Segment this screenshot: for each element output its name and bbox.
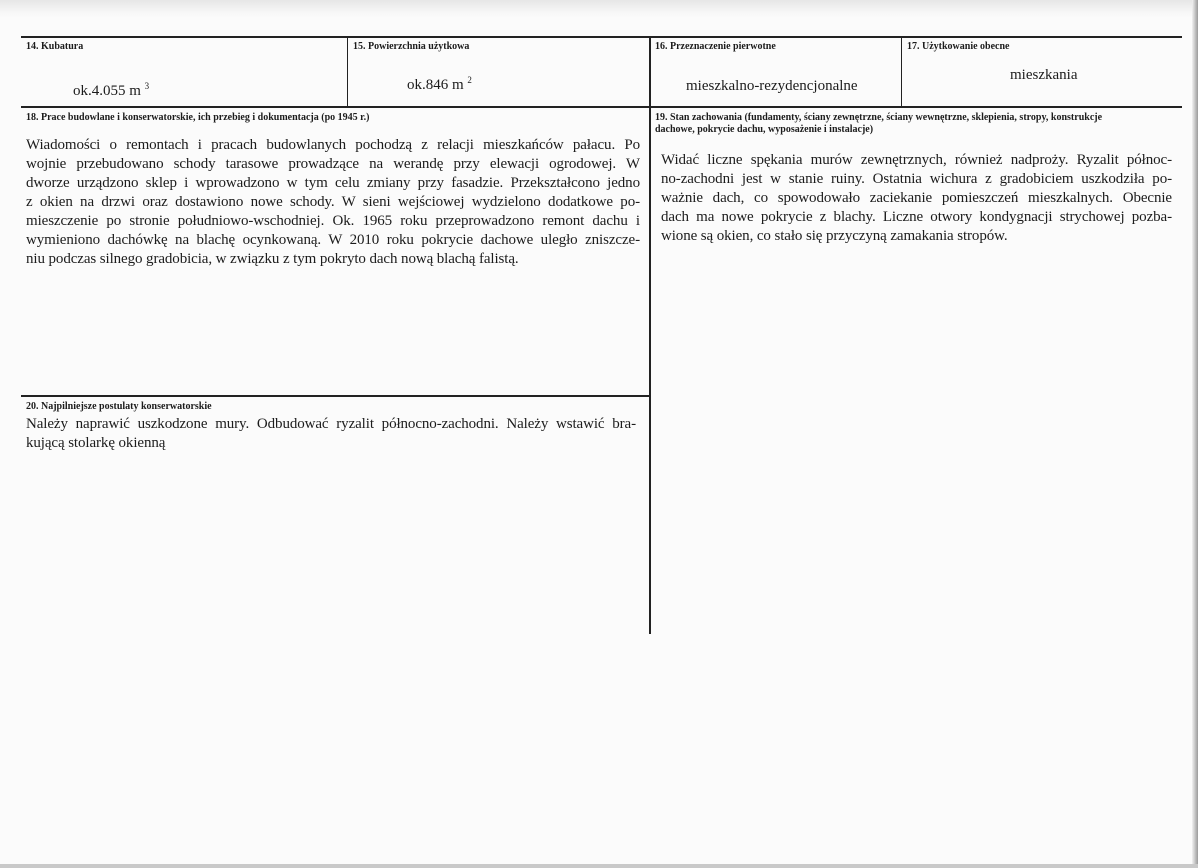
field-19-label-line: 19. Stan zachowania (fundamenty, ściany zewnętrzne, ściany wewnętrzne, sklepienia, stropy, konstrukcje	[655, 112, 1103, 123]
field-19-line: ważnie dach, co spowodowało zaciekanie pomieszczeń mieszkalnych. Obecnie	[661, 190, 1172, 206]
scan-edge-top	[0, 0, 1198, 18]
field-16-label: 16. Przeznaczenie pierwotne	[655, 41, 776, 52]
rule-vertical-16-17	[901, 36, 902, 108]
field-14-value	[73, 77, 149, 100]
field-18-line: niu podczas silnego gradobicia, w związku z tym pokryto dach nową blachą falistą.	[26, 251, 519, 267]
field-15-value	[407, 71, 472, 94]
rule-top	[21, 36, 1182, 38]
field-14-unit-exponent: 3	[144, 81, 150, 91]
field-16-value: mieszkalno-rezydencjonalne	[686, 78, 858, 94]
field-18-line: wymieniono dachówkę na blachę ocynkowaną. W 2010 roku pokrycie dachowe uległo zniszcze-	[26, 232, 640, 248]
field-19-label	[655, 112, 1102, 136]
field-18-line: wojnie przebudowano schody tarasowe prowadzące na werandę przy elewacji ogrodowej. W	[26, 156, 640, 172]
rule-row1-bottom	[21, 106, 1182, 108]
field-18-line: z okien na drzwi oraz dostawiono nowe schody. W sieni wejściowej wydzielono dodatkowe po-	[26, 194, 640, 210]
field-19-line: no-zachodni jest w stanie ruiny. Ostatnia wichura z gradobiciem uszkodziła po-	[661, 171, 1172, 187]
field-14-number: ok.4.055 m	[73, 83, 141, 99]
field-14-label: 14. Kubatura	[26, 41, 84, 52]
field-18-line: Wiadomości o remontach i pracach budowlanych pochodzą z relacji mieszkańców pałacu. Po	[26, 137, 640, 153]
field-15-label: 15. Powierzchnia użytkowa	[353, 41, 470, 52]
field-15-unit-exponent: 2	[467, 75, 472, 85]
rule-left-section-bottom	[21, 395, 650, 397]
field-15-number: ok.846 m	[407, 77, 464, 93]
rule-vertical-center	[649, 36, 651, 634]
field-17-value: mieszkania	[1010, 67, 1078, 83]
field-18-line: dworze urządzono sklep i wprowadzono w tym celu zmiany przy fasadzie. Przekształcono jedno	[26, 175, 640, 191]
field-19-line: dach ma nowe pokrycie z blachy. Liczne otwory kondygnacji strychowej pozba-	[661, 209, 1172, 225]
field-18-text	[26, 136, 640, 269]
field-20-line: kującą stolarkę okienną	[26, 435, 166, 451]
scan-edge-bottom	[0, 864, 1198, 868]
field-18-label: 18. Prace budowlane i konserwatorskie, ich przebieg i dokumentacja (po 1945 r.)	[26, 112, 370, 123]
field-20-line: Należy naprawić uszkodzone mury. Odbudować ryzalit północno-zachodni. Należy wstawić bra-	[26, 416, 636, 432]
field-19-text	[661, 151, 1172, 246]
field-19-label-line: dachowe, pokrycie dachu, wyposażenie i instalacje)	[655, 124, 874, 135]
field-20-text	[26, 415, 636, 453]
field-18-line: mieszczenie po stronie południowo-wschodniej. Ok. 1965 roku przeprowadzono remont dachu i	[26, 213, 640, 229]
field-20-label: 20. Najpilniejsze postulaty konserwatorskie	[26, 401, 212, 412]
rule-vertical-14-15	[347, 36, 348, 108]
field-17-label: 17. Użytkowanie obecne	[907, 41, 1010, 52]
scan-edge-right	[1192, 0, 1198, 868]
field-19-line: Widać liczne spękania murów zewnętrznych, również nadproży. Ryzalit północ-	[661, 152, 1172, 168]
field-19-line: wione są okien, co stało się przyczyną zamakania stropów.	[661, 228, 1008, 244]
